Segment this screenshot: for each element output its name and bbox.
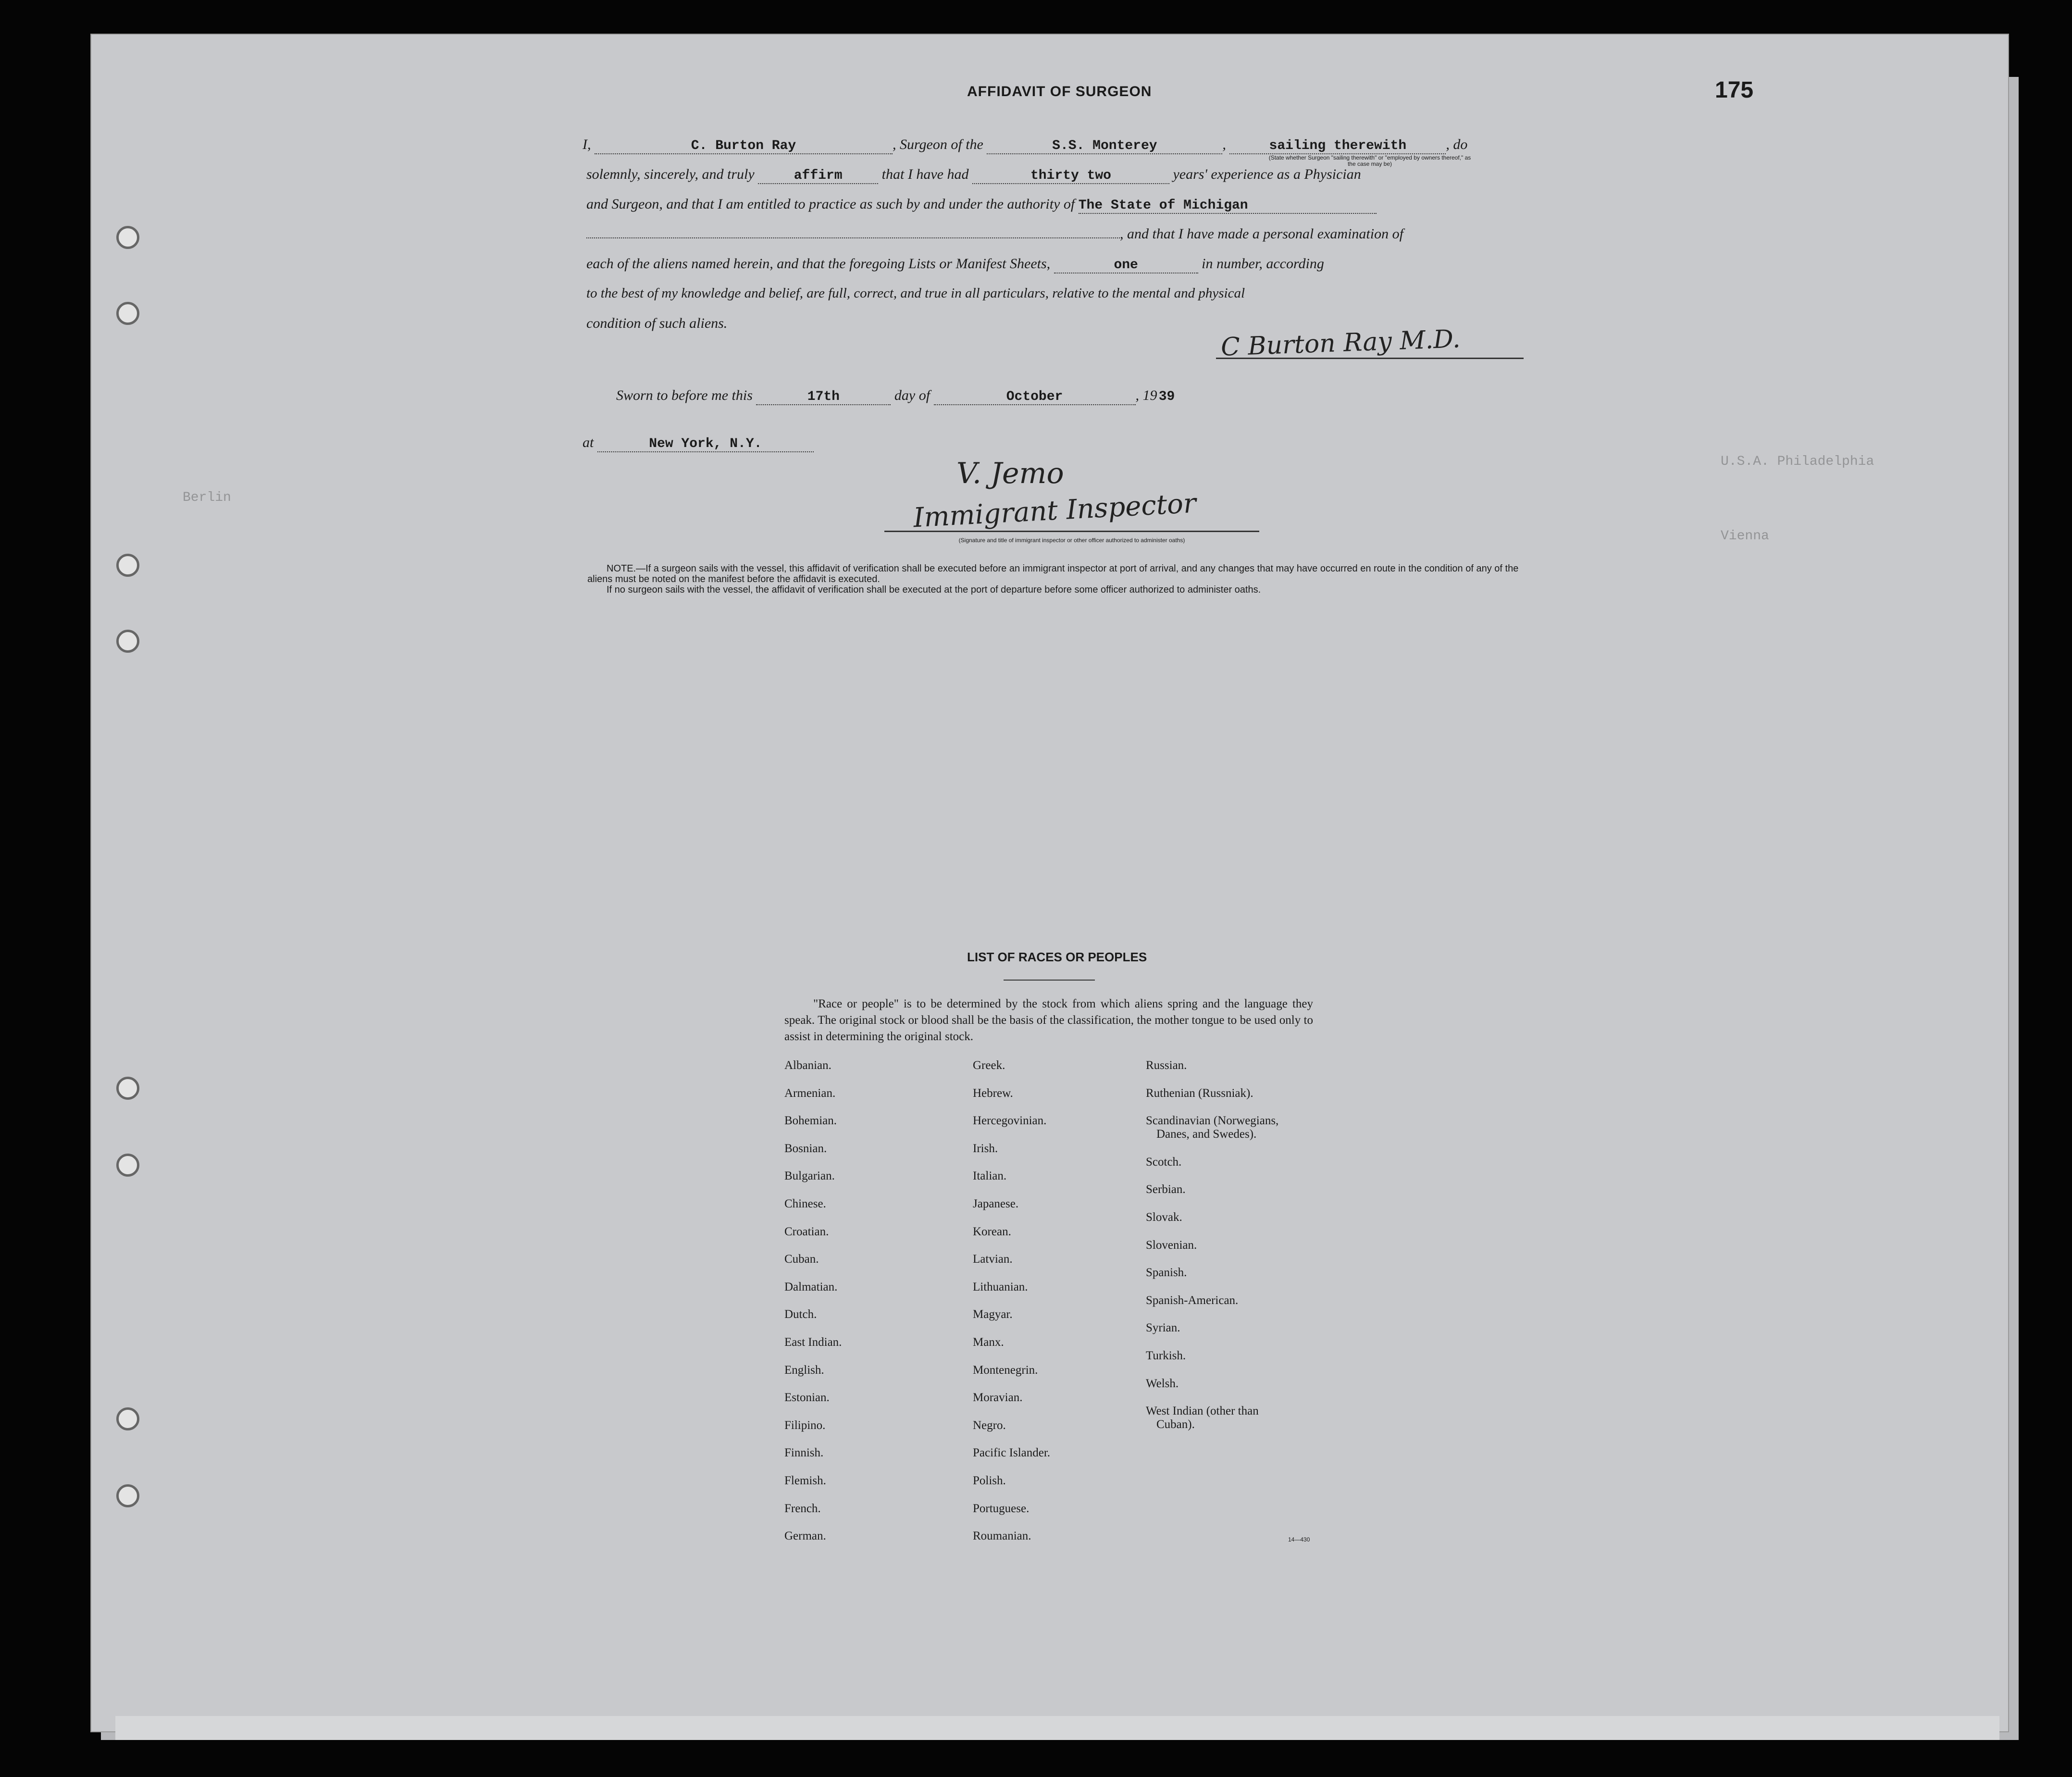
surgeon-name-field: C. Burton Ray bbox=[595, 138, 893, 154]
race-item: Filipino. bbox=[784, 1418, 826, 1432]
race-item: Irish. bbox=[973, 1142, 998, 1155]
place-line: at New York, N.Y. bbox=[583, 435, 814, 452]
vessel-field: S.S. Monterey bbox=[987, 138, 1222, 154]
place-field: New York, N.Y. bbox=[597, 436, 814, 452]
race-item: Estonian. bbox=[784, 1391, 830, 1404]
affidavit-line-1: I, C. Burton Ray , Surgeon of the S.S. Monterey , sailing therewith , do bbox=[583, 137, 1468, 153]
inspector-title-handwritten: Immigrant Inspector bbox=[912, 487, 1197, 534]
race-item: Polish. bbox=[973, 1474, 1006, 1487]
bleed-through-text: U.S.A. Philadelphia bbox=[1721, 454, 1874, 469]
years-field: thirty two bbox=[972, 168, 1169, 184]
race-item: Welsh. bbox=[1146, 1377, 1179, 1390]
race-item: Hebrew. bbox=[973, 1086, 1013, 1100]
title-rule bbox=[1004, 980, 1095, 981]
race-item: Negro. bbox=[973, 1418, 1006, 1432]
authority-continued-field bbox=[586, 237, 1120, 238]
sailing-status-field: sailing therewith bbox=[1229, 138, 1446, 154]
affidavit-line-6: to the best of my knowledge and belief, are full, correct, and true in all particulars, relative to the mental and physical bbox=[586, 286, 1245, 301]
race-item: Moravian. bbox=[973, 1391, 1023, 1404]
punch-hole bbox=[116, 630, 139, 653]
race-item: Dutch. bbox=[784, 1308, 817, 1321]
race-item: Bulgarian. bbox=[784, 1169, 835, 1183]
punch-hole bbox=[116, 1407, 139, 1430]
race-item: Ruthenian (Russniak). bbox=[1146, 1086, 1253, 1100]
races-intro: "Race or people" is to be determined by the stock from which aliens spring and the language they speak. The original stock or blood shall be the basis of the classification, the mother tongue to be used only to assist in determining the original stock. bbox=[784, 997, 1313, 1043]
race-item: Cuban. bbox=[784, 1253, 819, 1266]
race-item: Lithuanian. bbox=[973, 1280, 1028, 1293]
race-item: East Indian. bbox=[784, 1336, 842, 1349]
race-item: German. bbox=[784, 1529, 826, 1543]
race-item: Slovak. bbox=[1146, 1211, 1182, 1224]
race-item: Greek. bbox=[973, 1059, 1005, 1072]
signature-line bbox=[1216, 358, 1524, 359]
race-item: Albanian. bbox=[784, 1059, 831, 1072]
form-number: 14—430 bbox=[1288, 1536, 1310, 1543]
race-item: French. bbox=[784, 1502, 821, 1515]
affidavit-title: AFFIDAVIT OF SURGEON bbox=[967, 84, 1152, 99]
race-item: Finnish. bbox=[784, 1446, 824, 1460]
sworn-day-field: 17th bbox=[756, 389, 891, 405]
race-item: Slovenian. bbox=[1146, 1238, 1197, 1252]
race-item: West Indian (other than bbox=[1146, 1404, 1259, 1418]
punch-hole bbox=[116, 226, 139, 249]
race-item: Roumanian. bbox=[973, 1529, 1031, 1543]
race-item: Russian. bbox=[1146, 1059, 1187, 1072]
race-item: Italian. bbox=[973, 1169, 1007, 1183]
race-item: Cuban). bbox=[1156, 1418, 1195, 1431]
race-item: Hercegovinian. bbox=[973, 1114, 1047, 1128]
race-item: Dalmatian. bbox=[784, 1280, 838, 1293]
note-no-surgeon: If no surgeon sails with the vessel, the affidavit of verification shall be executed at the port of departure before some officer authorized to administer oaths. bbox=[607, 584, 1261, 595]
sworn-year-field: 39 bbox=[1158, 389, 1175, 404]
race-item: Manx. bbox=[973, 1336, 1004, 1349]
oath-type-field: affirm bbox=[758, 168, 878, 184]
race-item: Spanish. bbox=[1146, 1266, 1187, 1280]
bleed-through-text: Berlin bbox=[183, 490, 231, 505]
note-surgeon-sails: NOTE.—If a surgeon sails with the vessel, this affidavit of verification shall be executed before an immigrant inspector at port of arrival, and any changes that may have occurred en route in the condition of any of the aliens must be noted on the manifest before the affidavit is executed. bbox=[587, 563, 1519, 584]
race-item: English. bbox=[784, 1363, 824, 1377]
affidavit-line-4: , and that I have made a personal examination of bbox=[586, 226, 1403, 242]
sailing-status-note: (State whether Surgeon "sailing therewith" or "employed by owners thereof," as the case may be) bbox=[1268, 154, 1471, 167]
race-item: Portuguese. bbox=[973, 1502, 1030, 1515]
authority-field: The State of Michigan bbox=[1079, 198, 1377, 214]
race-item: Scotch. bbox=[1146, 1155, 1182, 1168]
races-title: LIST OF RACES OR PEOPLES bbox=[967, 950, 1147, 964]
race-item: Bohemian. bbox=[784, 1114, 837, 1128]
bleed-through-text: Vienna bbox=[1721, 529, 1769, 544]
race-item: Pacific Islander. bbox=[973, 1446, 1051, 1460]
race-item: Spanish-American. bbox=[1146, 1293, 1239, 1307]
punch-hole bbox=[116, 1154, 139, 1177]
race-item: Magyar. bbox=[973, 1308, 1013, 1321]
sworn-month-field: October bbox=[934, 389, 1136, 405]
race-item: Croatian. bbox=[784, 1225, 829, 1238]
race-item: Serbian. bbox=[1146, 1183, 1186, 1196]
punch-hole bbox=[116, 1077, 139, 1100]
race-item: Bosnian. bbox=[784, 1142, 827, 1155]
surgeon-signature: C Burton Ray M.D. bbox=[1220, 324, 1461, 362]
race-item: Latvian. bbox=[973, 1253, 1013, 1266]
race-item: Japanese. bbox=[973, 1197, 1019, 1210]
page-edge bbox=[115, 1716, 1999, 1740]
race-item: Montenegrin. bbox=[973, 1363, 1038, 1377]
race-item: Syrian. bbox=[1146, 1321, 1180, 1335]
sheets-field: one bbox=[1054, 258, 1198, 273]
race-item: Korean. bbox=[973, 1225, 1011, 1238]
affidavit-line-7: condition of such aliens. bbox=[586, 315, 728, 331]
punch-hole bbox=[116, 1484, 139, 1507]
affidavit-line-2: solemnly, sincerely, and truly affirm that I have had thirty two years' experience as a Physician bbox=[586, 166, 1361, 183]
inspector-signature: V. Jemo bbox=[956, 457, 1064, 490]
race-item: Scandinavian (Norwegians, bbox=[1146, 1114, 1279, 1128]
sworn-line: Sworn to before me this 17th day of October , 19 39 bbox=[616, 387, 1177, 405]
punch-hole bbox=[116, 302, 139, 325]
race-item: Flemish. bbox=[784, 1474, 826, 1487]
inspector-signature-line bbox=[884, 531, 1259, 532]
affidavit-line-3: and Surgeon, and that I am entitled to practice as such by and under the authority of The State of Michigan bbox=[586, 196, 1377, 214]
inspector-caption: (Signature and title of immigrant inspector or other officer authorized to administer oaths) bbox=[958, 537, 1185, 544]
race-item: Chinese. bbox=[784, 1197, 826, 1210]
race-item: Turkish. bbox=[1146, 1349, 1186, 1362]
race-item: Danes, and Swedes). bbox=[1156, 1128, 1257, 1141]
page-number: 175 bbox=[1715, 77, 1754, 103]
punch-hole bbox=[116, 554, 139, 577]
race-item: Armenian. bbox=[784, 1086, 836, 1100]
affidavit-line-5: each of the aliens named herein, and that the foregoing Lists or Manifest Sheets, one in number, according bbox=[586, 256, 1324, 273]
